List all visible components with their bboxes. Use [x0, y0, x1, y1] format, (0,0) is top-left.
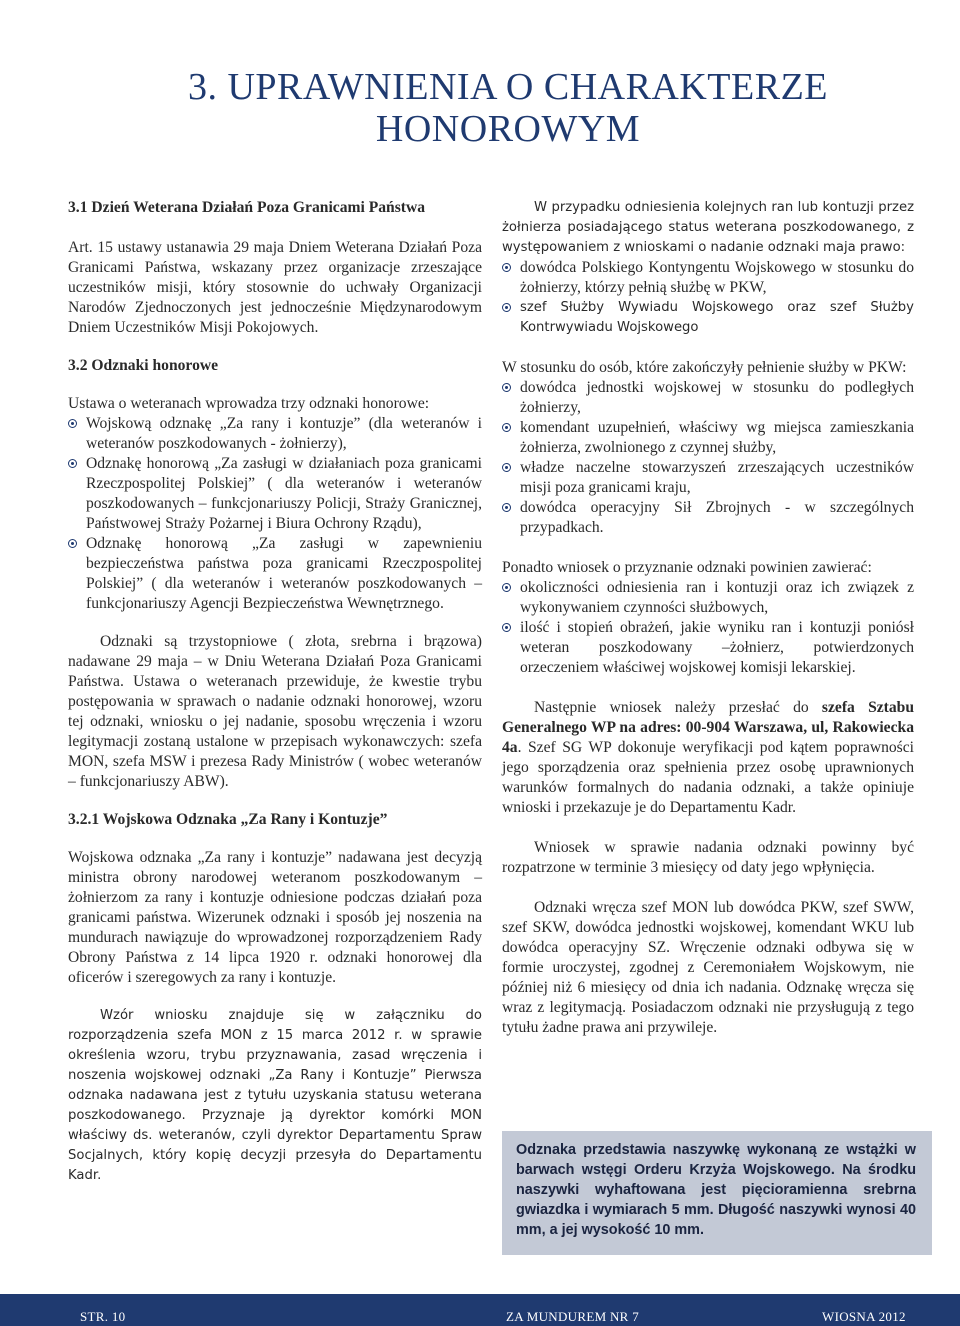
paragraph: Odznaki wręcza szef MON lub dowódca PKW, szef SWW, szef SKW, dowódca jednostki wojskowej, komendant WKU lub dowódca operacyjny SZ. Wręczenie odznaki odbywa się w formie uroczystej, zgodnej z Ceremoniałem Wojskowym, nie później niż 6 miesięcy od dnia ich nadania. Odznakę wręcza się wraz z legitymacją. Posiadaczom odznaki nie przysługują z tego tytułu żadne prawa ani przywileje. [502, 899, 914, 1036]
bullet-list [502, 578, 914, 678]
bullet-icon [68, 419, 77, 428]
left-column [68, 198, 482, 1186]
paragraph: W przypadku odniesienia kolejnych ran lub kontuzji przez żołnierza posiadającego status weterana poszkodowanego, z występowaniem z wnioskami o nadanie odznaki maja prawo: [502, 200, 914, 255]
paragraph: Wojskowa odznaka „Za rany i kontuzje” nadawana jest decyzją ministra obrony narodowej weteranom poszkodowanym – żołnierzom za rany i kontuzje odniesione podczas działań poza granicami państwa. Wizerunek odznaki i sposób jej noszenia na mundurach nawiązuje do wprowadzonej rozporządzeniem Rady Obrony Państwa z 14 lipca 1920 r. odznaki honorowej dla oficerów i szeregowych za rany i kontuzje. [68, 849, 482, 986]
list-item: dowódca Polskiego Kontyngentu Wojskowego w stosunku do żołnierzy, którzy pełnią służbę w PKW, [502, 258, 914, 298]
bullet-icon [502, 423, 511, 432]
bullet-icon [502, 583, 511, 592]
bullet-icon [502, 303, 511, 312]
right-column [502, 198, 914, 1038]
bullet-list [502, 258, 914, 338]
info-box: Odznaka przedstawia naszywkę wykonaną ze wstążki w barwach wstęgi Orderu Krzyża Wojskowego. Na środku naszywki wyhaftowana jest pięcioramienna srebrna gwiazdka i wymiarach 5 mm. Długość naszywki wynosi 40 mm, a jej wysokość 10 mm. [502, 1131, 932, 1255]
bullet-icon [502, 463, 511, 472]
footer-season: WIOSNA 2012 [822, 1309, 906, 1324]
page-title [0, 66, 960, 150]
bullet-list [502, 378, 914, 538]
list-item: ilość i stopień obrażeń, jakie wyniku ran i kontuzji poniósł weteran poszkodowany –żołnierz, potwierdzonych orzeczeniem właściwej wojskowej komisji lekarskiej. [502, 618, 914, 678]
paragraph: Odznaki są trzystopniowe ( złota, srebrna i brązowa) nadawane 29 maja – w Dniu Weterana Działań Poza Granicami Państwa. Ustawa o weteranach przewiduje, że kwestie trybu postępowania w sprawach o nadanie odznaki honorowej, wzoru tej odznaki, wniosku o jej nadanie, sposobu wręczenia i wzoru legitymacji zostaną ustalone w przepisach wykonawczych: szefa MON, szefa MSW i prezesa Rady Ministrów ( wobec weteranów – funkcjonariuszy ABW). [68, 633, 482, 790]
bullet-list [68, 414, 482, 614]
list-item: komendant uzupełnień, właściwy wg miejsca zamieszkania żołnierza, zwolnionego z czynnej służby, [502, 418, 914, 458]
list-item: dowódca jednostki wojskowej w stosunku do podległych żołnierzy, [502, 378, 914, 418]
bullet-icon [502, 623, 511, 632]
footer-magazine: ZA MUNDUREM NR 7 [506, 1309, 640, 1324]
title-line-1: 3. UPRAWNIENIA O CHARAKTERZE [187, 66, 829, 108]
paragraph: Następnie wniosek należy przesłać do szefa Sztabu Generalnego WP na adres: 00-904 Warszawa, ul, Rakowiecka 4a. Szef SG WP dokonuje weryfikacji pod kątem poprawności jego sporządzenia oraz spełnienia przez osobę uprawnionych warunków formalnych do nadania odznaki, a także opiniuje wnioski i przekazuje je do Departamentu Kadr. [502, 699, 914, 816]
bullet-icon [502, 503, 511, 512]
list-item: dowódca operacyjny Sił Zbrojnych - w szczególnych przypadkach. [502, 498, 914, 538]
bullet-icon [68, 539, 77, 548]
list-item: Wojskową odznakę „Za rany i kontuzje” (dla weteranów i weteranów poszkodowanych - żołnierzy), [68, 414, 482, 454]
list-item: władze naczelne stowarzyszeń zrzeszających uczestników misji poza granicami kraju, [502, 458, 914, 498]
list-item: Odznakę honorową „Za zasługi w działaniach poza granicami Rzeczpospolitej Polskiej” ( dla weteranów i weteranów poszkodowanych – funkcjonariuszy Policji, Straży Granicznej, Państwowej Straży Pożarnej i Biura Ochrony Rządu), [68, 454, 482, 534]
bullet-icon [68, 459, 77, 468]
list-item: szef Służby Wywiadu Wojskowego oraz szef Służby Kontrwywiadu Wojskowego [502, 298, 914, 338]
bullet-icon [502, 263, 511, 272]
paragraph: Wzór wniosku znajduje się w załączniku do rozporządzenia szefa MON z 15 marca 2012 r. w sprawie określenia wzoru, trybu przyznawania, zasad wręczenia i noszenia wojskowej odznaki „Za Rany i Kontuzje” Pierwsza odznaka nadawana jest z tytułu uzyskania statusu weterana poszkodowanego. Przyznaje ją dyrektor komórki MON właściwy ds. weteranów, czyli dyrektor Departamentu Spraw Socjalnych, który kopię decyzji przesyła do Departamentu Kadr. [68, 1008, 482, 1183]
footer-page-number: STR. 10 [80, 1309, 126, 1324]
paragraph: Ponadto wniosek o przyznanie odznaki powinien zawierać: [502, 559, 872, 576]
address-bold: szefa Sztabu Generalnego WP na adres: 00-904 Warszawa, ul, Rakowiecka 4a [502, 699, 914, 756]
paragraph: Wniosek w sprawie nadania odznaki powinny być rozpatrzone w terminie 3 miesięcy od daty jego wpłynięcia. [502, 839, 914, 876]
list-item: okoliczności odniesienia ran i kontuzji oraz ich związek z wykonywaniem czynności służbowych, [502, 578, 914, 618]
section-heading-3-1: 3.1 Dzień Weterana Działań Poza Granicami Państwa [68, 199, 426, 216]
page-footer [0, 1294, 960, 1326]
list-item: Odznakę honorową „Za zasługi w zapewnieniu bezpieczeństwa państwa poza granicami Rzeczpospolitej Polskiej” ( dla weteranów i weteranów poszkodowanych – funkcjonariuszy Agencji Bezpieczeństwa Wewnętrznego. [68, 534, 482, 614]
section-heading-3-2: 3.2 Odznaki honorowe [68, 357, 219, 374]
paragraph: Ustawa o weteranach wprowadza trzy odznaki honorowe: [68, 395, 430, 412]
paragraph: W stosunku do osób, które zakończyły pełnienie służby w PKW: [502, 359, 907, 376]
bullet-icon [502, 383, 511, 392]
paragraph: Art. 15 ustawy ustanawia 29 maja Dniem Weterana Działań Poza Granicami Państwa, wskazany przez organizacje zrzeszające uczestników misji, który stosownie do uchwały Organizacji Narodów Zjednoczonych jest jednocześnie Międzynarodowym Dniem Uczestników Misji Pokojowych. [68, 239, 482, 336]
title-line-2: HONOROWYM [375, 108, 641, 150]
section-heading-3-2-1: 3.2.1 Wojskowa Odznaka „Za Rany i Kontuzje” [68, 811, 388, 828]
